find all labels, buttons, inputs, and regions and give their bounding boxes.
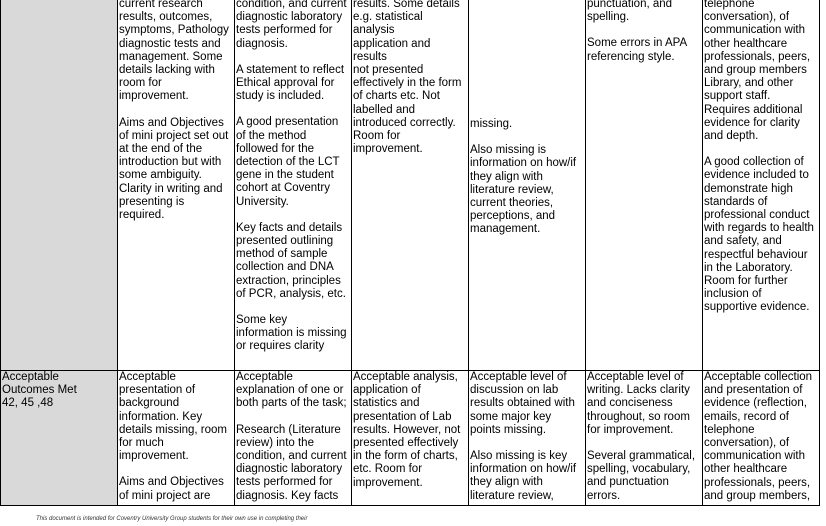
cell-paragraph: punctuation, and spelling. [587, 0, 673, 24]
cell-paragraph: missing. [470, 118, 513, 130]
cell-paragraph: Aims and Objectives of mini project are [119, 476, 224, 502]
cell-spacer [470, 0, 584, 118]
cell-paragraph: A statement to reflect Ethical approval for study is included. [236, 63, 345, 103]
cell-paragraph: Acceptable analysis, application of statistics and presentation of Lab results. However, not presented effectively in the form of charts, etc. Room for improvement. [353, 371, 461, 489]
rubric-cell-introduction [118, 0, 235, 371]
rubric-cell-methods [235, 371, 352, 506]
row-label-cell [1, 371, 118, 506]
cell-paragraph: current research results, outcomes, symptoms, Pathology diagnostic tests and management. Some details lacking with room for improvement. [119, 0, 229, 103]
cell-paragraph: A good collection of evidence included to demonstrate high standards of professional conduct with regards to health and safety, and respectful behaviour in the Laboratory. Room for further inclusion of supportive evidence. [704, 156, 814, 314]
rubric-cell-discussion [469, 0, 586, 371]
cell-paragraph: Some key information is missing or requires clarity [236, 314, 347, 353]
cell-paragraph: Also missing is key information on how/if they align with literature review, [470, 450, 577, 502]
cell-paragraph: Some errors in APA referencing style. [587, 37, 688, 63]
row-label: Acceptable Outcomes Met 42, 45 ,48 [2, 371, 77, 410]
rubric-cell-evidence [703, 371, 820, 506]
cell-paragraph: Acceptable level of discussion on lab results obtained with some major key points missing. [470, 371, 575, 436]
rubric-row-good [1, 0, 820, 371]
cell-paragraph: condition, and current diagnostic laboratory tests performed for diagnosis. [236, 0, 347, 50]
rubric-row-acceptable [1, 371, 820, 506]
cell-paragraph: Aims and Objectives of mini project set out at the end of the introduction but with some ambiguity. Clarity in writing and presenting is required. [119, 116, 229, 222]
rubric-cell-introduction [118, 371, 235, 506]
rubric-cell-evidence [703, 0, 820, 371]
cell-paragraph: Research (Literature review) into the condition, and current diagnostic laboratory tests performed for diagnosis. Key facts [236, 423, 347, 502]
cell-paragraph: Acceptable collection and presentation of evidence (reflection, emails, record of telephone conversation), of communication with other healthcare professionals, peers, and group members, [704, 371, 813, 502]
rubric-cell-methods [235, 0, 352, 371]
cell-paragraph: Acceptable explanation of one or both parts of the task; [236, 371, 347, 410]
rubric-cell-writing [586, 0, 703, 371]
cell-paragraph: Several grammatical, spelling, vocabulary, and punctuation errors. [587, 450, 696, 502]
cell-paragraph: Key facts and details presented outlining method of sample collection and DNA extraction, principles of PCR, analysis, etc. [236, 221, 346, 300]
rubric-cell-results [352, 0, 469, 371]
cell-paragraph: A good presentation of the method followed for the detection of the LCT gene in the student cohort at Coventry University. [236, 116, 340, 208]
cell-paragraph: Also missing is information on how/if they align with literature review, current theories, perceptions, and management. [470, 144, 577, 236]
cell-paragraph: results. Some details e.g. statistical analysis application and results not presented effectively in the form of charts etc. Not labelled and introduced correctly. Room for improvement. [353, 0, 462, 156]
rubric-cell-results [352, 371, 469, 506]
rubric-cell-writing [586, 371, 703, 506]
rubric-cell-discussion [469, 371, 586, 506]
cell-paragraph: telephone conversation), of communication with other healthcare professionals, peers, and group members Library, and other support staff. Requires additional evidence for clarity and depth. [704, 0, 811, 143]
cell-paragraph: Acceptable presentation of background information. Key details missing, room for much improvement. [119, 371, 228, 463]
document-footer-note: This document is intended for Coventry University Group students for their own use in completing their [36, 516, 308, 522]
cell-paragraph: Acceptable level of writing. Lacks clarity and conciseness throughout, so room for improvement. [587, 371, 690, 436]
row-label-cell [1, 0, 118, 371]
